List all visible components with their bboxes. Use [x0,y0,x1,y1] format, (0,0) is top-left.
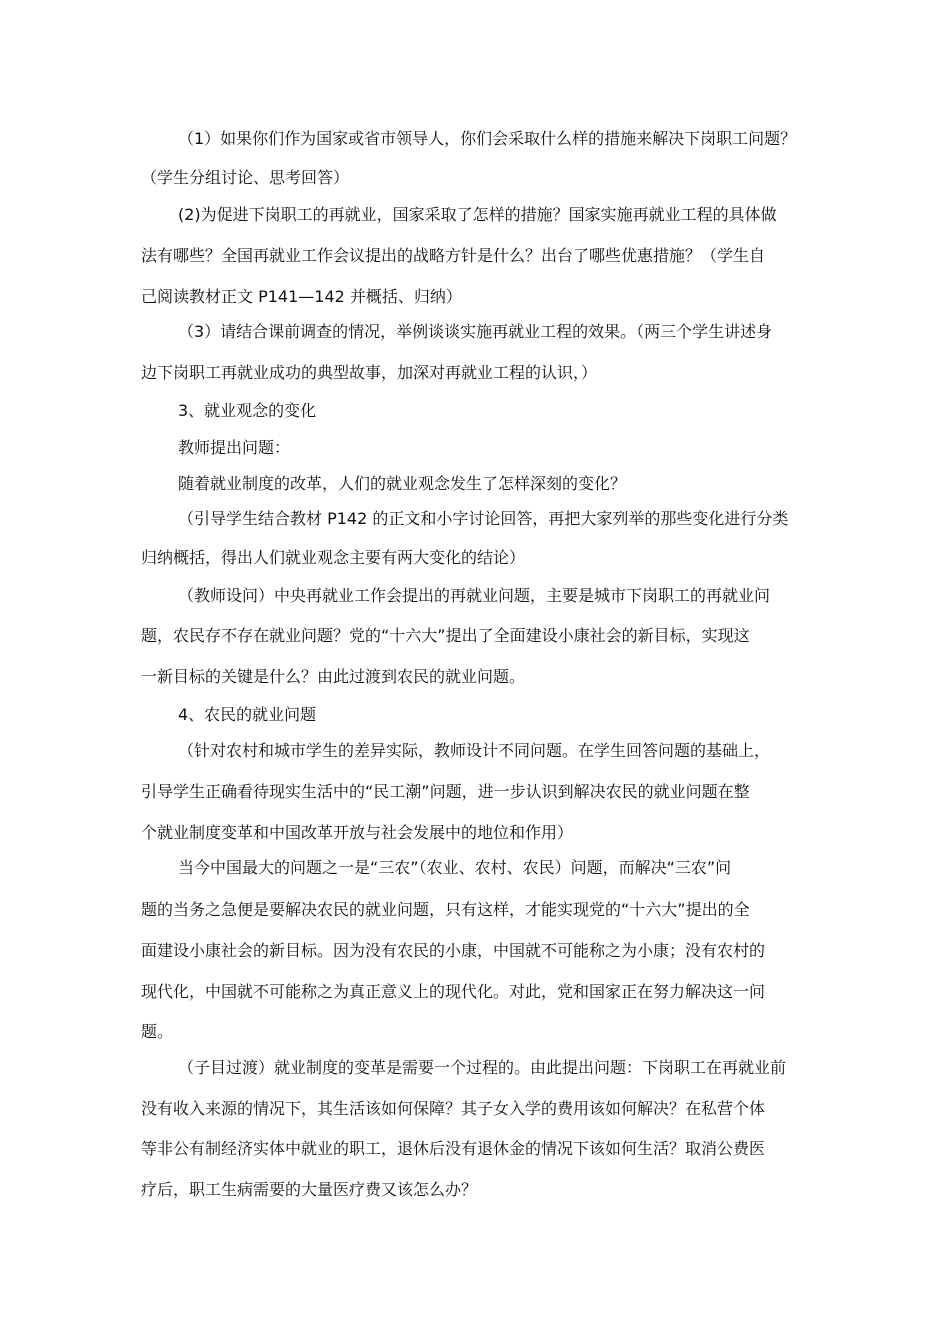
paragraph-line: （学生分组讨论、思考回答） [141,168,350,187]
paragraph-line: 归纳概括，得出人们就业观念主要有两大变化的结论） [141,548,526,567]
paragraph-line: （3）请结合课前调查的情况，举例谈谈实施再就业工程的效果。（两三个学生讲述身 [178,322,773,341]
paragraph-line: （引导学生结合教材 P142 的正文和小字讨论回答，再把大家列举的那些变化进行分类 [178,509,789,528]
paragraph-line: 现代化，中国就不可能称之为真正意义上的现代化。对此，党和国家正在努力解决这一问 [141,982,766,1001]
paragraph-line: （教师设问）中央再就业工作会提出的再就业问题，主要是城市下岗职工的再就业问 [178,586,771,605]
paragraph-line: 等非公有制经济实体中就业的职工，退休后没有退休金的情况下该如何生活？取消公费医 [141,1139,766,1158]
paragraph-line: (2)为促进下岗职工的再就业，国家采取了怎样的措施？国家实施再就业工程的具体做 [178,205,777,224]
paragraph-line: 引导学生正确看待现实生活中的“民工潮”问题，进一步认识到解决农民的就业问题在整 [141,782,750,801]
paragraph-line: 题的当务之急便是要解决农民的就业问题，只有这样，才能实现党的“十六大”提出的全 [141,900,750,919]
paragraph-line: 面建设小康社会的新目标。因为没有农民的小康，中国就不可能称之为小康；没有农村的 [141,941,766,960]
paragraph-line: 随着就业制度的改革，人们的就业观念发生了怎样深刻的变化？ [178,474,627,493]
section-heading: 3、就业观念的变化 [178,401,317,420]
paragraph-line: 己阅读教材正文 P141—142 并概括、归纳） [141,287,462,306]
paragraph-line: 个就业制度变革和中国改革开放与社会发展中的地位和作用） [141,823,574,842]
paragraph-line: 当今中国最大的问题之一是“三农”（农业、农村、农民）问题，而解决“三农”问 [178,858,732,877]
paragraph-line: 边下岗职工再就业成功的典型故事，加深对再就业工程的认识，） [141,363,598,382]
paragraph-line: 题。 [141,1022,174,1041]
paragraph-line: 教师提出问题： [178,438,291,457]
paragraph-line: 法有哪些？全国再就业工作会议提出的战略方针是什么？出台了哪些优惠措施？（学生自 [141,246,766,265]
paragraph-line: （子目过渡）就业制度的变革是需要一个过程的。由此提出问题：下岗职工在再就业前 [178,1058,787,1077]
paragraph-line: 一新目标的关键是什么？由此过渡到农民的就业问题。 [141,667,526,686]
paragraph-line: 没有收入来源的情况下，其生活该如何保障？其子女入学的费用该如何解决？在私营个体 [141,1099,766,1118]
paragraph-line: （1）如果你们作为国家或省市领导人，你们会采取什么样的措施来解决下岗职工问题？ [178,129,797,148]
paragraph-line: （针对农村和城市学生的差异实际，教师设计不同问题。在学生回答问题的基础上， [178,741,771,760]
paragraph-line: 题，农民存不存在就业问题？党的“十六大”提出了全面建设小康社会的新目标，实现这 [141,626,750,645]
paragraph-line: 疗后，职工生病需要的大量医疗费又该怎么办？ [141,1180,478,1199]
section-heading: 4、农民的就业问题 [178,705,317,724]
